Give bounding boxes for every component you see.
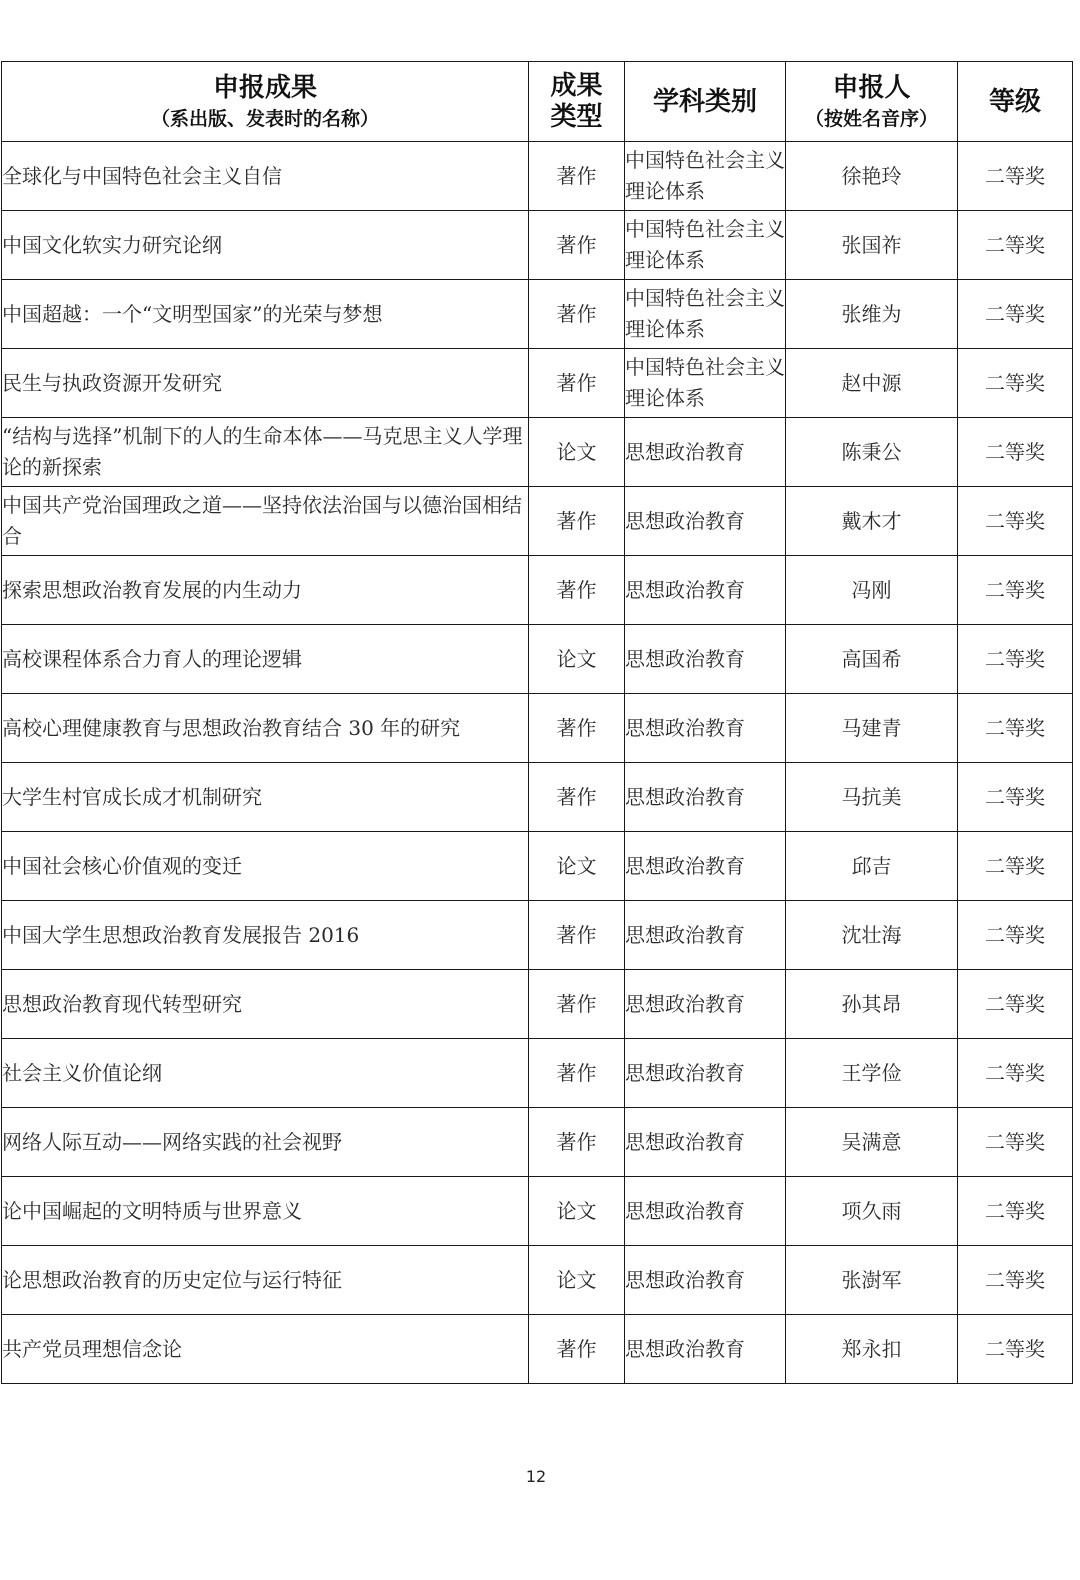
cell-type: 论文: [529, 1246, 625, 1315]
cell-title: 中国文化软实力研究论纲: [2, 211, 529, 280]
cell-title: 中国超越：一个“文明型国家”的光荣与梦想: [2, 280, 529, 349]
cell-level: 二等奖: [958, 280, 1073, 349]
cell-title: 社会主义价值论纲: [2, 1039, 529, 1108]
cell-applicant: 孙其昂: [786, 970, 958, 1039]
cell-title: 网络人际互动——网络实践的社会视野: [2, 1108, 529, 1177]
cell-title: 论中国崛起的文明特质与世界意义: [2, 1177, 529, 1246]
table-row: [2, 1246, 1073, 1315]
cell-applicant: 马建青: [786, 694, 958, 763]
table-row: [2, 1108, 1073, 1177]
cell-applicant: 赵中源: [786, 349, 958, 418]
cell-applicant: 沈壮海: [786, 901, 958, 970]
cell-level: 二等奖: [958, 763, 1073, 832]
cell-title: 全球化与中国特色社会主义自信: [2, 142, 529, 211]
cell-type: 著作: [529, 694, 625, 763]
header-title: [2, 62, 529, 142]
cell-subject: 思想政治教育: [625, 694, 786, 763]
cell-level: 二等奖: [958, 556, 1073, 625]
header-type-line2: 类型: [550, 101, 603, 132]
table-row: [2, 418, 1073, 487]
cell-subject: 思想政治教育: [625, 1177, 786, 1246]
header-applicant: [786, 62, 958, 142]
cell-type: 论文: [529, 1177, 625, 1246]
header-applicant-sub: （按姓名音序）: [804, 107, 938, 130]
table-body: [2, 142, 1073, 1384]
cell-subject: 思想政治教育: [625, 1108, 786, 1177]
cell-subject: 思想政治教育: [625, 487, 786, 556]
cell-title: 共产党员理想信念论: [2, 1315, 529, 1384]
cell-level: 二等奖: [958, 211, 1073, 280]
table-row: [2, 556, 1073, 625]
cell-subject: 思想政治教育: [625, 1315, 786, 1384]
cell-applicant: 王学俭: [786, 1039, 958, 1108]
cell-level: 二等奖: [958, 1315, 1073, 1384]
table-row: [2, 625, 1073, 694]
header-subject-label: 学科类别: [652, 86, 757, 117]
cell-subject: 思想政治教育: [625, 763, 786, 832]
cell-applicant: 徐艳玲: [786, 142, 958, 211]
cell-title: 中国共产党治国理政之道——坚持依法治国与以德治国相结合: [2, 487, 529, 556]
cell-subject: 中国特色社会主义理论体系: [625, 211, 786, 280]
cell-subject: 思想政治教育: [625, 1246, 786, 1315]
cell-type: 著作: [529, 280, 625, 349]
cell-type: 著作: [529, 970, 625, 1039]
cell-level: 二等奖: [958, 1177, 1073, 1246]
cell-title: 思想政治教育现代转型研究: [2, 970, 529, 1039]
table-row: [2, 763, 1073, 832]
cell-applicant: 张国祚: [786, 211, 958, 280]
cell-title: 高校课程体系合力育人的理论逻辑: [2, 625, 529, 694]
table-row: [2, 832, 1073, 901]
table-row: [2, 142, 1073, 211]
cell-level: 二等奖: [958, 418, 1073, 487]
cell-level: 二等奖: [958, 142, 1073, 211]
cell-level: 二等奖: [958, 487, 1073, 556]
cell-subject: 思想政治教育: [625, 625, 786, 694]
cell-applicant: 马抗美: [786, 763, 958, 832]
cell-title: 中国社会核心价值观的变迁: [2, 832, 529, 901]
cell-level: 二等奖: [958, 349, 1073, 418]
cell-type: 著作: [529, 901, 625, 970]
table-row: [2, 1177, 1073, 1246]
cell-applicant: 高国希: [786, 625, 958, 694]
cell-level: 二等奖: [958, 625, 1073, 694]
cell-level: 二等奖: [958, 901, 1073, 970]
cell-type: 论文: [529, 832, 625, 901]
header-type-line1: 成果: [550, 70, 603, 101]
cell-title: 民生与执政资源开发研究: [2, 349, 529, 418]
cell-level: 二等奖: [958, 1246, 1073, 1315]
cell-subject: 思想政治教育: [625, 418, 786, 487]
cell-type: 著作: [529, 211, 625, 280]
table-row: [2, 211, 1073, 280]
header-title-sub: （系出版、发表时的名称）: [150, 107, 379, 130]
header-applicant-main: 申报人: [832, 72, 911, 103]
table-row: [2, 901, 1073, 970]
cell-title: 论思想政治教育的历史定位与运行特征: [2, 1246, 529, 1315]
awards-table: [1, 61, 1073, 1384]
cell-applicant: 张维为: [786, 280, 958, 349]
cell-applicant: 陈秉公: [786, 418, 958, 487]
header-type: [529, 62, 625, 142]
header-title-main: 申报成果: [212, 72, 317, 103]
cell-subject: 中国特色社会主义理论体系: [625, 280, 786, 349]
table-row: [2, 280, 1073, 349]
cell-subject: 中国特色社会主义理论体系: [625, 142, 786, 211]
table-row: [2, 1315, 1073, 1384]
cell-type: 著作: [529, 487, 625, 556]
cell-title: “结构与选择”机制下的人的生命本体——马克思主义人学理论的新探索: [2, 418, 529, 487]
cell-title: 探索思想政治教育发展的内生动力: [2, 556, 529, 625]
cell-type: 论文: [529, 418, 625, 487]
cell-subject: 思想政治教育: [625, 556, 786, 625]
cell-subject: 思想政治教育: [625, 832, 786, 901]
cell-applicant: 戴木才: [786, 487, 958, 556]
cell-applicant: 郑永扣: [786, 1315, 958, 1384]
header-row: [2, 62, 1073, 142]
table-row: [2, 970, 1073, 1039]
cell-subject: 思想政治教育: [625, 901, 786, 970]
cell-type: 著作: [529, 556, 625, 625]
table-row: [2, 1039, 1073, 1108]
cell-type: 论文: [529, 625, 625, 694]
cell-title: 高校心理健康教育与思想政治教育结合 30 年的研究: [2, 694, 529, 763]
cell-applicant: 项久雨: [786, 1177, 958, 1246]
cell-type: 著作: [529, 142, 625, 211]
cell-applicant: 吴满意: [786, 1108, 958, 1177]
cell-type: 著作: [529, 1108, 625, 1177]
cell-level: 二等奖: [958, 832, 1073, 901]
table-row: [2, 694, 1073, 763]
cell-subject: 中国特色社会主义理论体系: [625, 349, 786, 418]
cell-level: 二等奖: [958, 1108, 1073, 1177]
cell-title: 中国大学生思想政治教育发展报告 2016: [2, 901, 529, 970]
cell-type: 著作: [529, 1039, 625, 1108]
page-number: 12: [525, 1467, 547, 1486]
table-row: [2, 487, 1073, 556]
header-level: [958, 62, 1073, 142]
cell-subject: 思想政治教育: [625, 970, 786, 1039]
table-row: [2, 349, 1073, 418]
cell-level: 二等奖: [958, 694, 1073, 763]
cell-level: 二等奖: [958, 970, 1073, 1039]
header-subject: [625, 62, 786, 142]
cell-applicant: 冯刚: [786, 556, 958, 625]
cell-level: 二等奖: [958, 1039, 1073, 1108]
cell-applicant: 张澍军: [786, 1246, 958, 1315]
cell-subject: 思想政治教育: [625, 1039, 786, 1108]
cell-title: 大学生村官成长成才机制研究: [2, 763, 529, 832]
cell-applicant: 邱吉: [786, 832, 958, 901]
cell-type: 著作: [529, 1315, 625, 1384]
cell-type: 著作: [529, 763, 625, 832]
cell-type: 著作: [529, 349, 625, 418]
header-level-label: 等级: [988, 86, 1041, 117]
